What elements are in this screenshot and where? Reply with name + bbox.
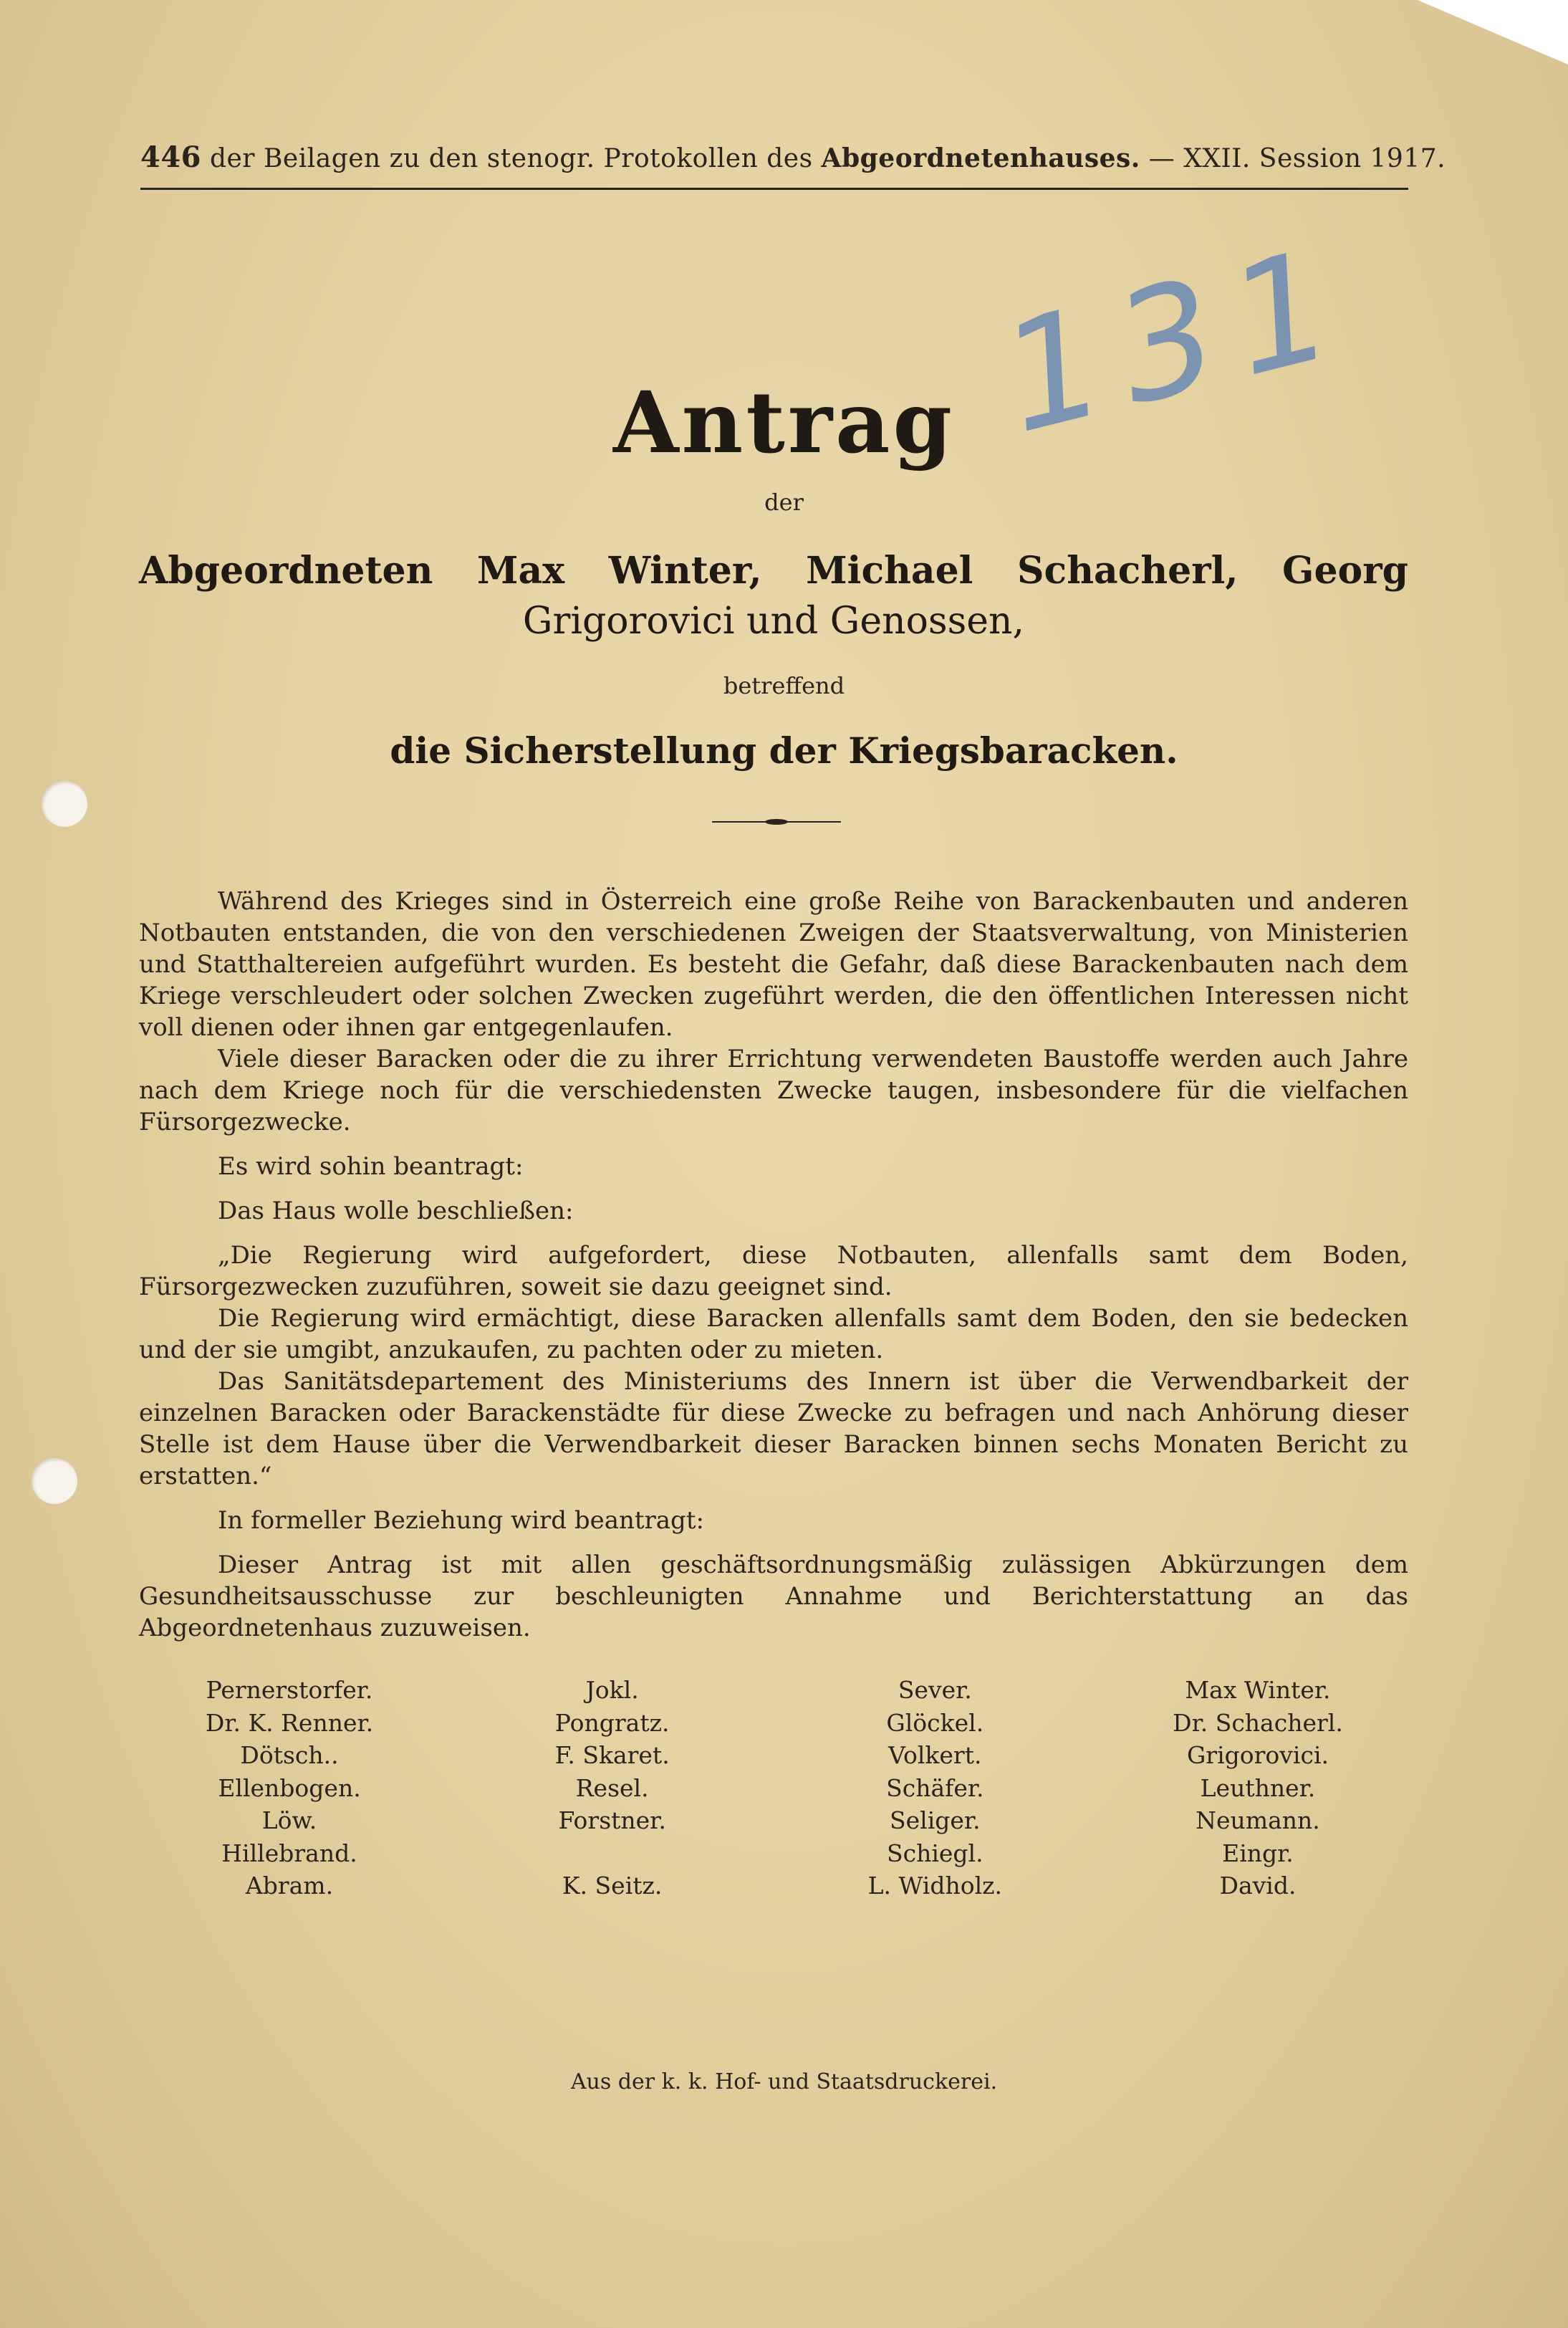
signature: Jokl. <box>585 1676 639 1704</box>
signature: Abram. <box>245 1872 334 1900</box>
header-text: der Beilagen zu den stenogr. Protokollen des <box>209 144 813 173</box>
paragraph: In formeller Beziehung wird beantragt: <box>218 1506 704 1535</box>
paragraph: „Die Regierung wird aufgefordert, diese Notbauten, allenfalls samt dem Boden, Fürsorgezwecken zuzuführen, soweit sie dazu geeignet sind. <box>139 1241 1408 1301</box>
ornament-divider <box>712 818 841 825</box>
signature: F. Skaret. <box>554 1741 670 1769</box>
signature: Schäfer. <box>886 1773 984 1802</box>
signature: Pongratz. <box>554 1708 670 1737</box>
author-word: Schacherl, <box>1016 549 1238 593</box>
signature: K. Seitz. <box>562 1872 663 1900</box>
signature: Glöckel. <box>886 1708 984 1737</box>
authors <box>139 546 1408 646</box>
signature: Neumann. <box>1196 1806 1320 1834</box>
header-rule <box>140 188 1408 190</box>
signature <box>462 1837 763 1870</box>
signature: Seliger. <box>890 1806 981 1834</box>
signatures <box>139 1674 1408 1902</box>
signature: Eingr. <box>1222 1839 1294 1867</box>
supplement-number: 446 <box>140 140 201 174</box>
authors-line-1 <box>139 546 1408 596</box>
signature: Resel. <box>575 1773 649 1802</box>
paragraph: Während des Krieges sind in Österreich eine große Reihe von Barackenbauten und anderen Notbauten entstanden, die von den verschiedenen Zweigen der Staatsverwaltung, von Ministerien und Statthaltereien aufgeführt wurden. Es besteht die Gefahr, daß diese Barackenbauten nach dem Kriege verschleudert oder solchen Zwecken zugeführt werden, die den öffentlichen Interessen nicht voll dienen oder ihnen gar entgegenlaufen. <box>139 887 1408 1042</box>
title-der: der <box>764 489 804 516</box>
signature: Ellenbogen. <box>218 1773 361 1802</box>
signature: Sever. <box>898 1676 972 1704</box>
signature: Leuthner. <box>1200 1773 1316 1802</box>
document-subject: die Sicherstellung der Kriegsbaracken. <box>390 729 1178 772</box>
paragraph: Dieser Antrag ist mit allen geschäftsordnungsmäßig zulässigen Abkürzungen dem Gesundheitsausschusse zur beschleunigten Annahme und Berichterstattung an das Abgeordnetenhaus zuzuweisen. <box>139 1551 1408 1642</box>
signature: Pernerstorfer. <box>206 1676 373 1704</box>
signature-column-1 <box>139 1674 440 1902</box>
author-word: Georg <box>1282 549 1408 593</box>
signature: Schiegl. <box>887 1839 983 1867</box>
paragraph: Viele dieser Baracken oder die zu ihrer Errichtung verwendeten Baustoffe werden auch Jahre nach dem Kriege noch für die verschiedensten Zwecke taugen, insbesondere für die vielfachen Fürsorgezwecke. <box>139 1045 1408 1136</box>
signature: L. Widholz. <box>867 1872 1003 1900</box>
signature: Dr. Schacherl. <box>1173 1708 1343 1737</box>
printer-imprint: Aus der k. k. Hof- und Staatsdruckerei. <box>570 2069 998 2094</box>
paragraph: Die Regierung wird ermächtigt, diese Baracken allenfalls samt dem Boden, den sie bedecken und der sie umgibt, anzukaufen, zu pachten oder zu mieten. <box>139 1304 1408 1364</box>
signature: Forstner. <box>558 1806 666 1834</box>
signature: Dr. K. Renner. <box>205 1708 374 1737</box>
header-session: — XXII. Session 1917. <box>1148 144 1446 173</box>
author-word: Abgeordneten <box>139 549 433 593</box>
betreffend-label: betreffend <box>723 672 845 699</box>
punch-hole <box>42 781 87 827</box>
paragraph: Das Sanitätsdepartement des Ministeriums des Innern ist über die Verwendbarkeit der einzelnen Baracken oder Barackenstädte für diese Zwecke zu befragen und nach Anhörung dieser Stelle ist dem Hause über die Verwendbarkeit dieser Baracken binnen sechs Monaten Bericht zu erstatten.“ <box>139 1367 1408 1490</box>
authors-line-2: Grigorovici und Genossen, <box>522 600 1025 643</box>
header-house: Abgeordnetenhauses. <box>821 143 1140 173</box>
signature: Max Winter. <box>1185 1676 1331 1704</box>
page-corner <box>1418 0 1568 64</box>
handwritten-number: 131 <box>985 211 1370 468</box>
body-text <box>139 886 1408 1644</box>
punch-hole <box>32 1458 77 1504</box>
signature-column-2 <box>462 1674 763 1902</box>
author-word: Winter, <box>608 549 762 593</box>
signature: Grigorovici. <box>1186 1741 1329 1769</box>
document-title: Antrag <box>613 373 955 472</box>
signature-column-3 <box>784 1674 1085 1902</box>
signature: Volkert. <box>888 1741 982 1769</box>
paragraph: Es wird sohin beantragt: <box>218 1152 524 1181</box>
paragraph: Das Haus wolle beschließen: <box>218 1197 574 1225</box>
signature: Hillebrand. <box>221 1839 357 1867</box>
signature: David. <box>1219 1872 1297 1900</box>
author-word: Max <box>476 549 565 593</box>
signature-column-4 <box>1107 1674 1408 1902</box>
signature: Löw. <box>261 1806 317 1834</box>
signature: Dötsch.. <box>240 1741 339 1769</box>
page-header <box>140 140 1446 191</box>
author-word: Michael <box>806 549 973 593</box>
